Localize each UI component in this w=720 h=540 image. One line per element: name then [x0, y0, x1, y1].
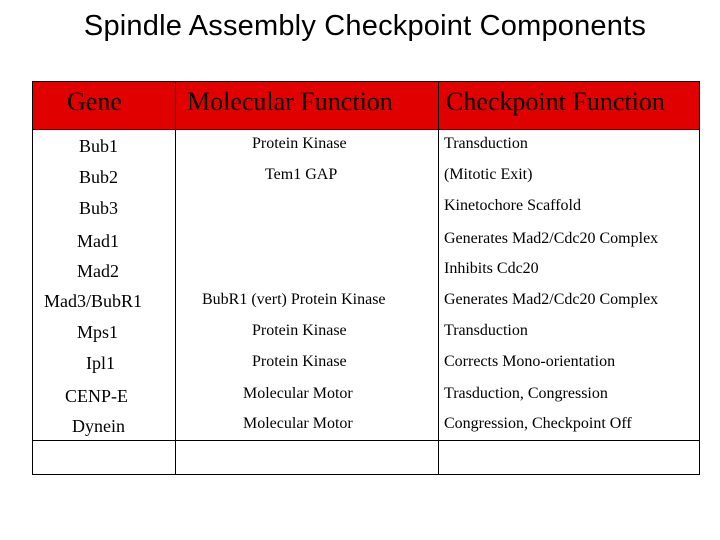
header-molecular-function: Molecular Function — [187, 87, 393, 116]
table-row-checkpoint: Transduction — [444, 135, 528, 152]
column-divider — [175, 82, 176, 474]
table-row-checkpoint: Inhibits Cdc20 — [444, 260, 539, 277]
table-row-gene: Mad3/BubR1 — [44, 291, 143, 311]
table-row-gene: Mps1 — [77, 322, 119, 342]
table-row-molecular: Molecular Motor — [243, 415, 353, 432]
table-row-molecular: Protein Kinase — [252, 353, 347, 370]
table-row-checkpoint: Kinetochore Scaffold — [444, 197, 581, 214]
table-row-checkpoint: Congression, Checkpoint Off — [444, 415, 632, 432]
table-row-gene: Dynein — [72, 416, 125, 436]
table-row-gene: CENP-E — [65, 386, 128, 406]
components-table — [32, 81, 700, 475]
table-row-molecular: Protein Kinase — [252, 322, 347, 339]
table-row-molecular: Protein Kinase — [252, 135, 347, 152]
table-row-checkpoint: (Mitotic Exit) — [444, 166, 533, 183]
table-row-gene: Mad1 — [77, 231, 119, 251]
row-divider — [33, 440, 699, 441]
table-row-checkpoint: Generates Mad2/Cdc20 Complex — [444, 230, 659, 247]
table-row-checkpoint: Trasduction, Congression — [444, 385, 608, 402]
table-row-checkpoint: Corrects Mono-orientation — [444, 353, 616, 370]
table-row-molecular: Molecular Motor — [243, 385, 353, 402]
table-row-gene: Ipl1 — [86, 353, 115, 373]
table-row-checkpoint: Transduction — [444, 322, 528, 339]
table-row-gene: Bub3 — [79, 198, 119, 218]
table-row-checkpoint: Generates Mad2/Cdc20 Complex — [444, 291, 659, 308]
column-divider — [438, 82, 439, 474]
table-row-molecular: BubR1 (vert) Protein Kinase — [202, 291, 386, 308]
table-row-gene: Bub2 — [79, 167, 119, 187]
header-gene: Gene — [67, 87, 122, 116]
table-row-gene: Bub1 — [79, 136, 119, 156]
table-header — [33, 82, 699, 130]
table-row-gene: Mad2 — [77, 261, 119, 281]
page-title: Spindle Assembly Checkpoint Components — [83, 10, 647, 42]
table-row-molecular: Tem1 GAP — [265, 166, 338, 183]
header-checkpoint-function: Checkpoint Function — [446, 87, 665, 116]
